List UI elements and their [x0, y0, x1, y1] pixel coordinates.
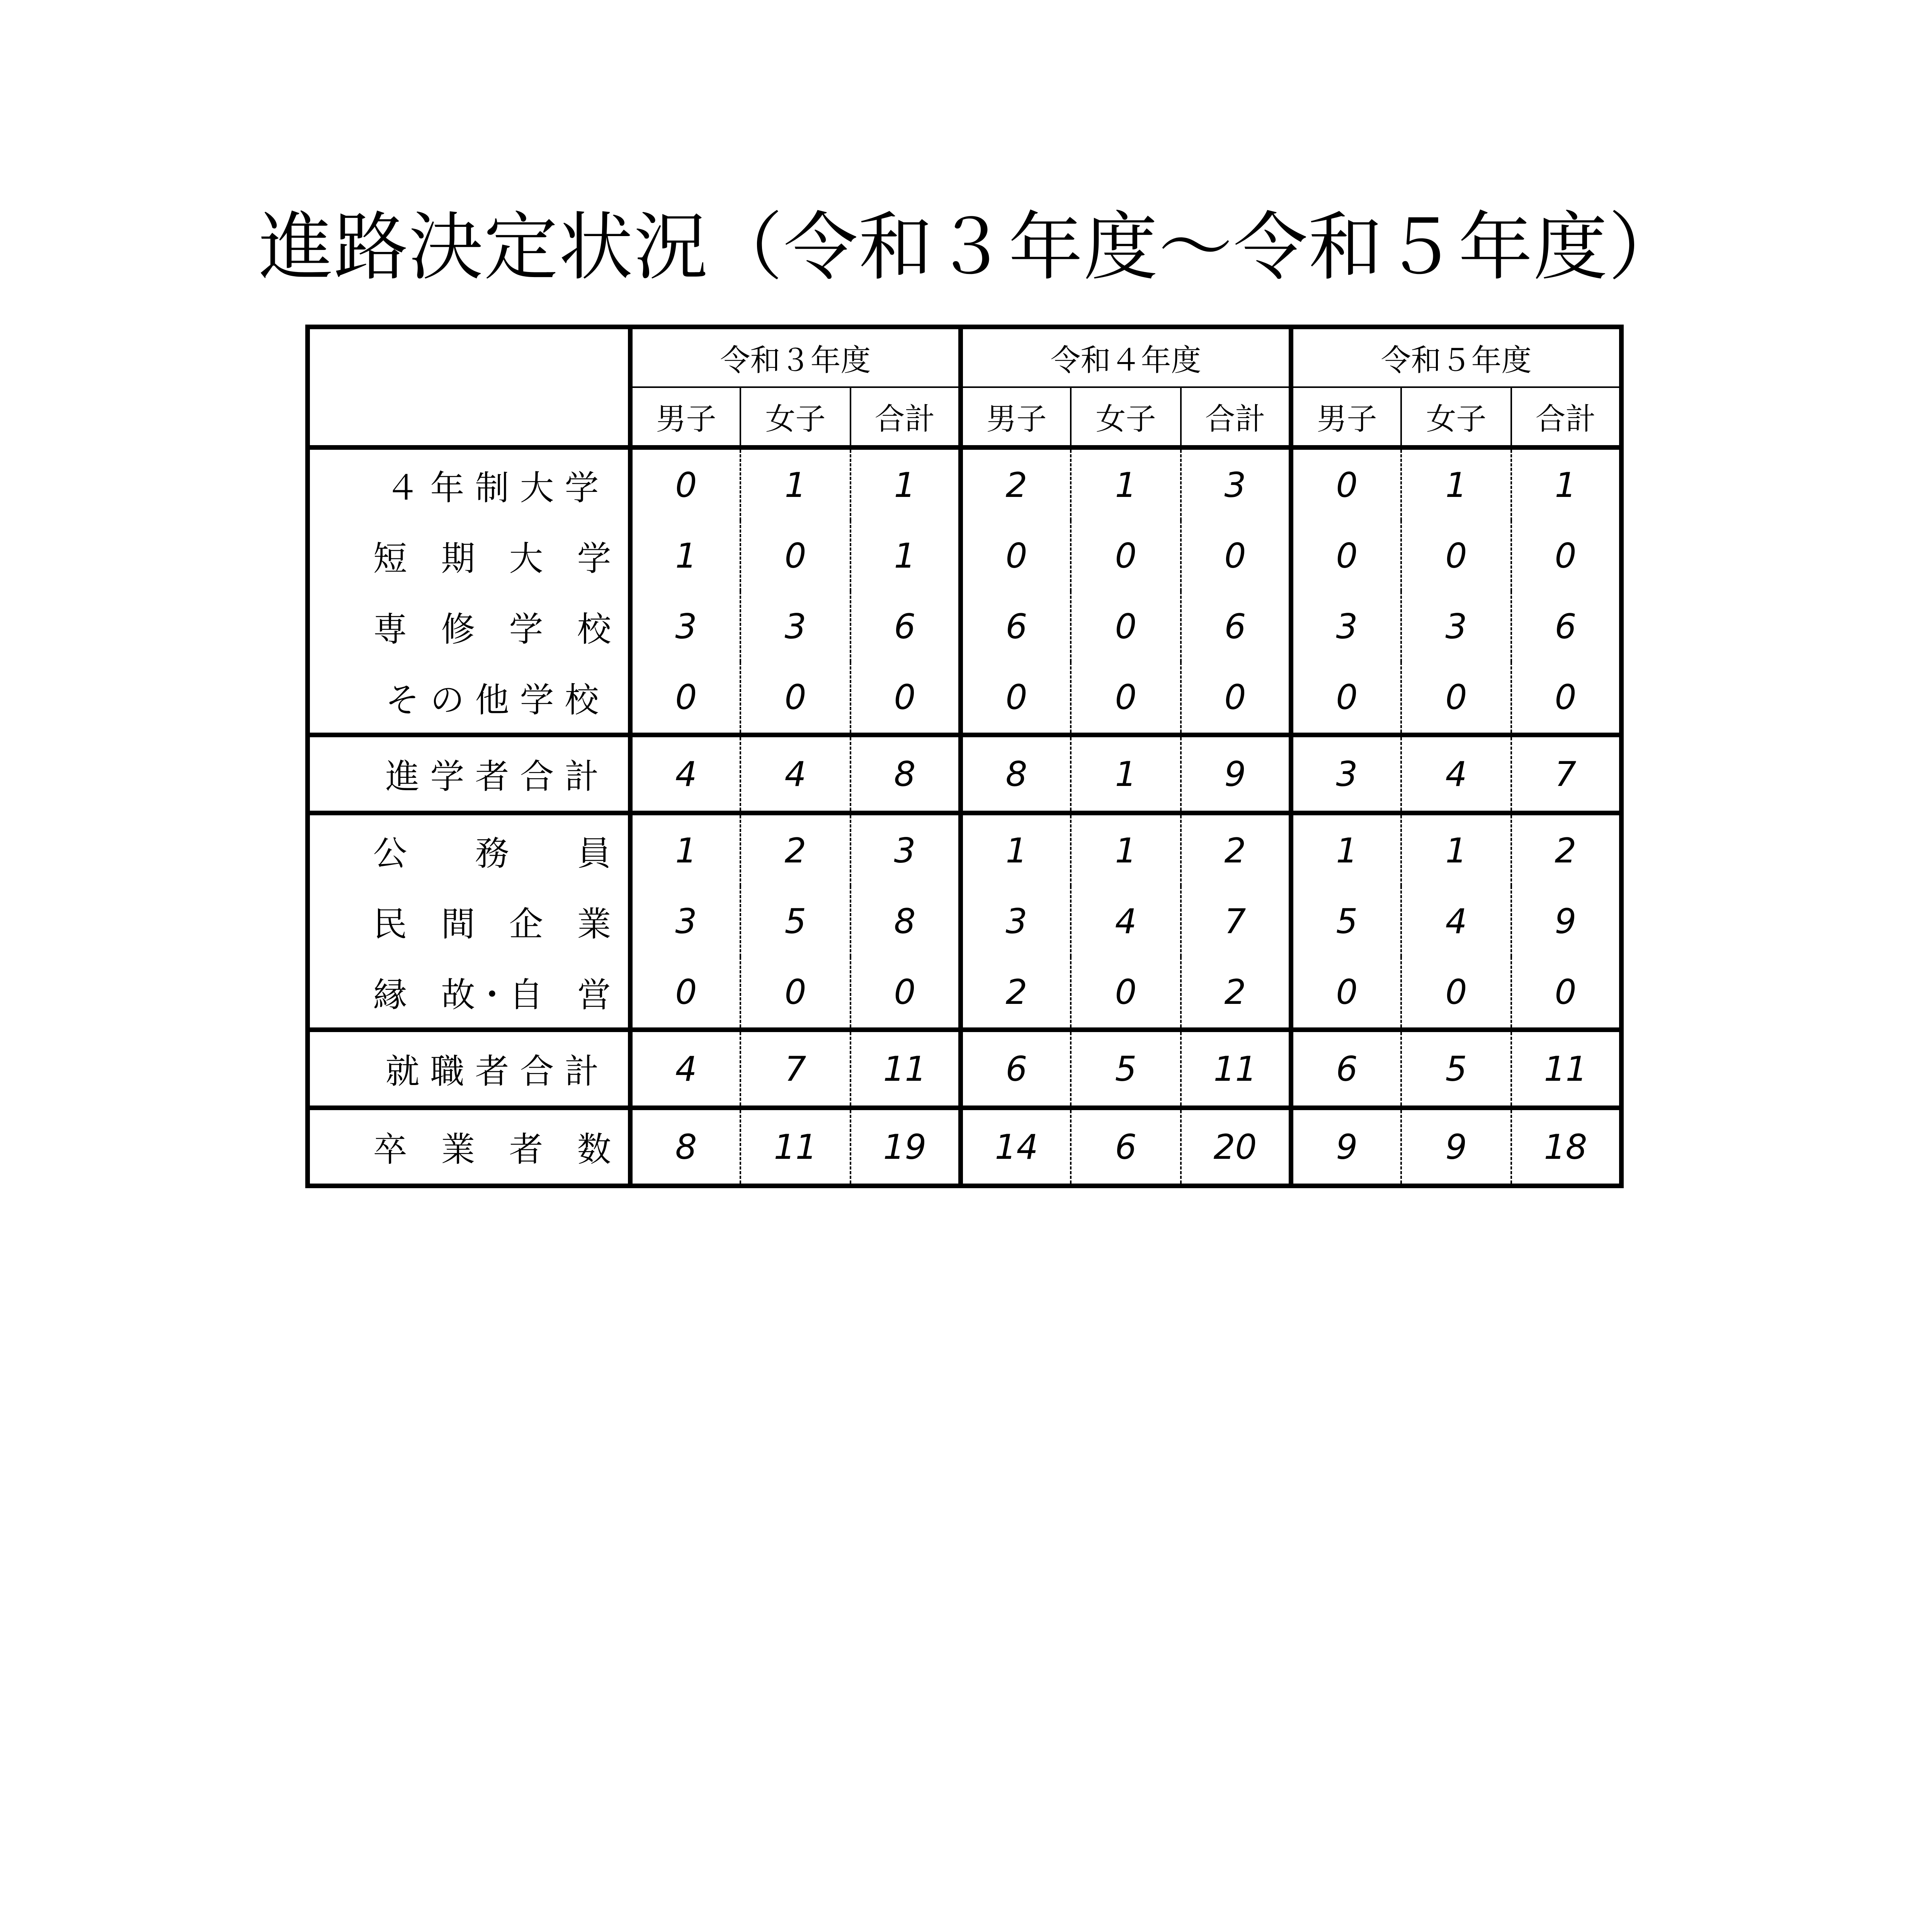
total-count: 18	[1511, 1108, 1621, 1186]
female-count: 1	[1401, 813, 1511, 886]
header-total: 合計	[1511, 387, 1621, 447]
male-count: 8	[961, 735, 1071, 813]
header-female: 女子	[1071, 387, 1181, 447]
female-count: 0	[1401, 957, 1511, 1030]
total-count: 0	[850, 662, 961, 735]
total-count: 7	[1181, 886, 1291, 957]
header-male: 男子	[630, 387, 740, 447]
total-count: 0	[1511, 520, 1621, 591]
table-row	[308, 957, 1621, 1030]
male-count: 6	[961, 1030, 1071, 1108]
table-row	[308, 735, 1621, 813]
female-count: 0	[1071, 662, 1181, 735]
table-row	[308, 520, 1621, 591]
career-results-table	[305, 325, 1624, 1188]
row-label: 縁 故・自 営	[308, 957, 630, 1030]
total-count: 8	[850, 886, 961, 957]
total-count: 1	[1511, 447, 1621, 520]
female-count: 4	[1401, 886, 1511, 957]
female-count: 3	[740, 591, 850, 662]
row-label: 民 間 企 業	[308, 886, 630, 957]
total-count: 8	[850, 735, 961, 813]
page-title: 進路決定状況（令和３年度～令和５年度）	[259, 204, 1683, 291]
male-count: 0	[1291, 662, 1401, 735]
total-count: 3	[850, 813, 961, 886]
female-count: 0	[1401, 520, 1511, 591]
header-total: 合計	[850, 387, 961, 447]
total-count: 2	[1511, 813, 1621, 886]
total-count: 11	[1181, 1030, 1291, 1108]
total-count: 0	[1181, 520, 1291, 591]
row-label: そ の 他 学 校	[308, 662, 630, 735]
female-count: 0	[1401, 662, 1511, 735]
male-count: 0	[961, 662, 1071, 735]
table-row	[308, 813, 1621, 886]
female-count: 4	[740, 735, 850, 813]
header-male: 男子	[961, 387, 1071, 447]
table-row	[308, 1030, 1621, 1108]
year-header: 令和５年度	[1291, 327, 1621, 387]
female-count: 5	[740, 886, 850, 957]
table-row	[308, 886, 1621, 957]
header-female: 女子	[1401, 387, 1511, 447]
year-header: 令和３年度	[630, 327, 961, 387]
total-count: 1	[850, 520, 961, 591]
table-row	[308, 447, 1621, 520]
female-count: 1	[1071, 735, 1181, 813]
male-count: 1	[961, 813, 1071, 886]
total-count: 1	[850, 447, 961, 520]
male-count: 0	[630, 957, 740, 1030]
total-count: 19	[850, 1108, 961, 1186]
female-count: 4	[1401, 735, 1511, 813]
total-count: 0	[1181, 662, 1291, 735]
male-count: 0	[1291, 520, 1401, 591]
total-count: 0	[1511, 957, 1621, 1030]
header-total: 合計	[1181, 387, 1291, 447]
female-count: 4	[1071, 886, 1181, 957]
female-count: 1	[1071, 813, 1181, 886]
female-count: 0	[1071, 520, 1181, 591]
female-count: 1	[1071, 447, 1181, 520]
male-count: 2	[961, 957, 1071, 1030]
male-count: 4	[630, 735, 740, 813]
total-count: 11	[1511, 1030, 1621, 1108]
total-count: 7	[1511, 735, 1621, 813]
total-count: 9	[1511, 886, 1621, 957]
male-count: 3	[630, 886, 740, 957]
male-count: 0	[630, 447, 740, 520]
row-label: 専 修 学 校	[308, 591, 630, 662]
total-count: 20	[1181, 1108, 1291, 1186]
female-count: 0	[740, 662, 850, 735]
female-count: 0	[740, 957, 850, 1030]
male-count: 5	[1291, 886, 1401, 957]
female-count: 5	[1071, 1030, 1181, 1108]
row-label: 就 職 者 合 計	[308, 1030, 630, 1108]
female-count: 2	[740, 813, 850, 886]
male-count: 4	[630, 1030, 740, 1108]
header-female: 女子	[740, 387, 850, 447]
female-count: 11	[740, 1108, 850, 1186]
female-count: 6	[1071, 1108, 1181, 1186]
female-count: 3	[1401, 591, 1511, 662]
female-count: 0	[740, 520, 850, 591]
year-header: 令和４年度	[961, 327, 1291, 387]
row-label: 短 期 大 学	[308, 520, 630, 591]
table-row	[308, 591, 1621, 662]
male-count: 8	[630, 1108, 740, 1186]
row-label: 進 学 者 合 計	[308, 735, 630, 813]
male-count: 6	[1291, 1030, 1401, 1108]
male-count: 1	[630, 813, 740, 886]
male-count: 3	[961, 886, 1071, 957]
header-male: 男子	[1291, 387, 1401, 447]
female-count: 0	[1071, 957, 1181, 1030]
table-row	[308, 1108, 1621, 1186]
male-count: 0	[630, 662, 740, 735]
total-count: 3	[1181, 447, 1291, 520]
male-count: 3	[1291, 591, 1401, 662]
male-count: 9	[1291, 1108, 1401, 1186]
male-count: 1	[1291, 813, 1401, 886]
male-count: 6	[961, 591, 1071, 662]
female-count: 0	[1071, 591, 1181, 662]
total-count: 9	[1181, 735, 1291, 813]
male-count: 0	[961, 520, 1071, 591]
row-label: 公 務 員	[308, 813, 630, 886]
male-count: 3	[630, 591, 740, 662]
female-count: 9	[1401, 1108, 1511, 1186]
total-count: 0	[1511, 662, 1621, 735]
total-count: 11	[850, 1030, 961, 1108]
total-count: 6	[1181, 591, 1291, 662]
male-count: 3	[1291, 735, 1401, 813]
table-row	[308, 662, 1621, 735]
female-count: 5	[1401, 1030, 1511, 1108]
total-count: 0	[850, 957, 961, 1030]
year-header-row	[308, 327, 1621, 387]
row-label: 卒 業 者 数	[308, 1108, 630, 1186]
female-count: 7	[740, 1030, 850, 1108]
total-count: 2	[1181, 813, 1291, 886]
male-count: 0	[1291, 447, 1401, 520]
female-count: 1	[1401, 447, 1511, 520]
total-count: 2	[1181, 957, 1291, 1030]
male-count: 0	[1291, 957, 1401, 1030]
female-count: 1	[740, 447, 850, 520]
male-count: 14	[961, 1108, 1071, 1186]
male-count: 1	[630, 520, 740, 591]
male-count: 2	[961, 447, 1071, 520]
corner-cell	[308, 327, 630, 447]
total-count: 6	[850, 591, 961, 662]
total-count: 6	[1511, 591, 1621, 662]
row-label: ４ 年 制 大 学	[308, 447, 630, 520]
